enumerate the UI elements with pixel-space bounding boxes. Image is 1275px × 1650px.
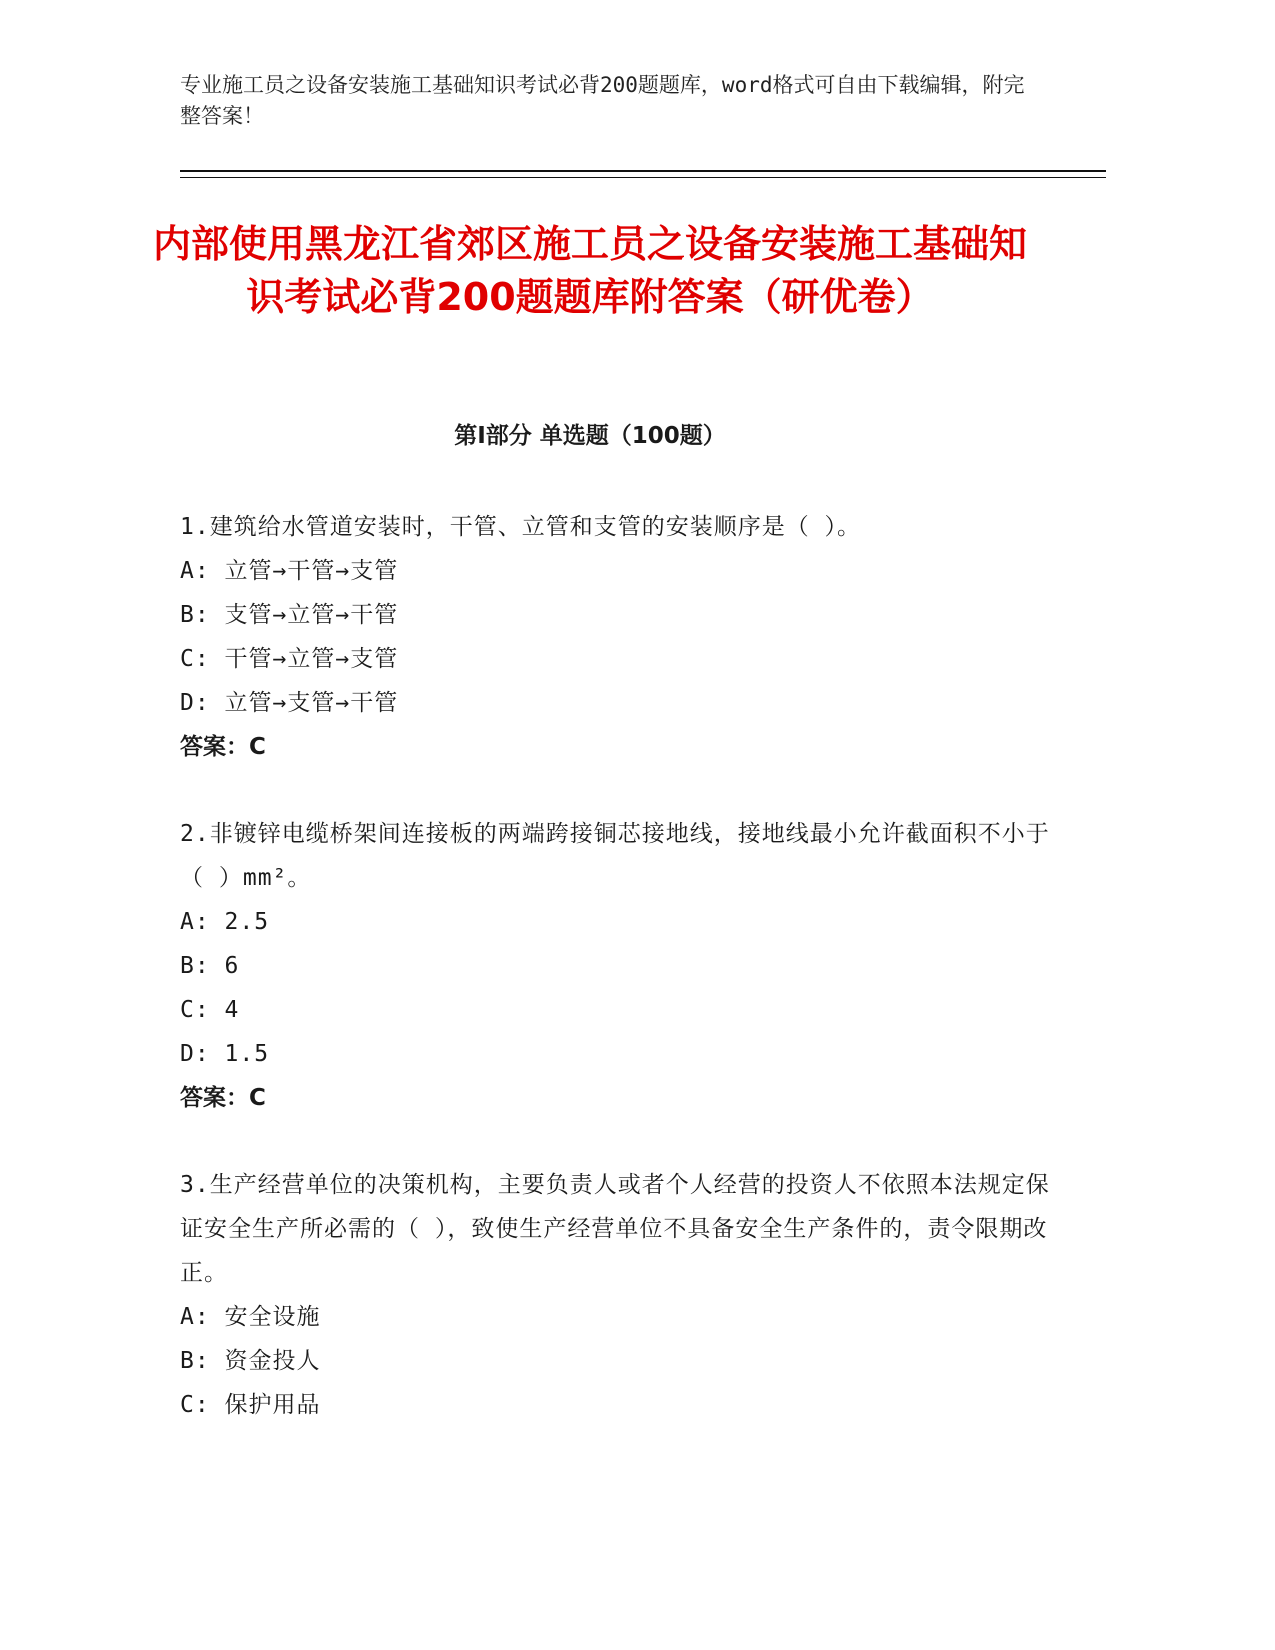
option-d: D: 立管→支管→干管: [180, 690, 399, 716]
option-a: A: 立管→干管→支管: [180, 558, 399, 584]
option-b: B: 资金投人: [180, 1348, 321, 1374]
option-c: C: 保护用品: [180, 1392, 321, 1418]
question-stem: 1.建筑给水管道安装时，干管、立管和支管的安装顺序是（ ）。: [180, 514, 862, 540]
option-d: D: 1.5: [180, 1041, 270, 1067]
question-stem: 3.生产经营单位的决策机构，主要负责人或者个人经营的投资人不依照本法规定保证安全生产所必需的（ ），致使生产经营单位不具备安全生产条件的，责令限期改正。: [180, 1172, 1050, 1286]
document-title: 内部使用黑龙江省郊区施工员之设备安装施工基础知识考试必背200题题库附答案（研优卷）: [152, 222, 1027, 319]
option-c: C: 4: [180, 997, 240, 1023]
option-a: A: 安全设施: [180, 1304, 321, 1330]
question-list: [180, 505, 1050, 1470]
question-stem: 2.非镀锌电缆桥架间连接板的两端跨接铜芯接地线，接地线最小允许截面积不小于（ ）mm²。: [180, 821, 1050, 891]
header-divider-thin: [180, 177, 1106, 178]
section-title: 第Ⅰ部分 单选题（100题）: [454, 423, 726, 449]
option-c: C: 干管→立管→支管: [180, 646, 399, 672]
answer: 答案：C: [180, 734, 266, 760]
option-b: B: 支管→立管→干管: [180, 602, 399, 628]
option-b: B: 6: [180, 953, 240, 979]
answer: 答案：C: [180, 1085, 266, 1111]
question-2: [180, 812, 1050, 1120]
question-3: [180, 1163, 1050, 1427]
header-note: 专业施工员之设备安装施工基础知识考试必背200题题库，word格式可自由下载编辑，附完整答案！: [180, 73, 1025, 128]
header-divider-thick: [180, 170, 1106, 172]
question-1: [180, 505, 1050, 769]
option-a: A: 2.5: [180, 909, 270, 935]
